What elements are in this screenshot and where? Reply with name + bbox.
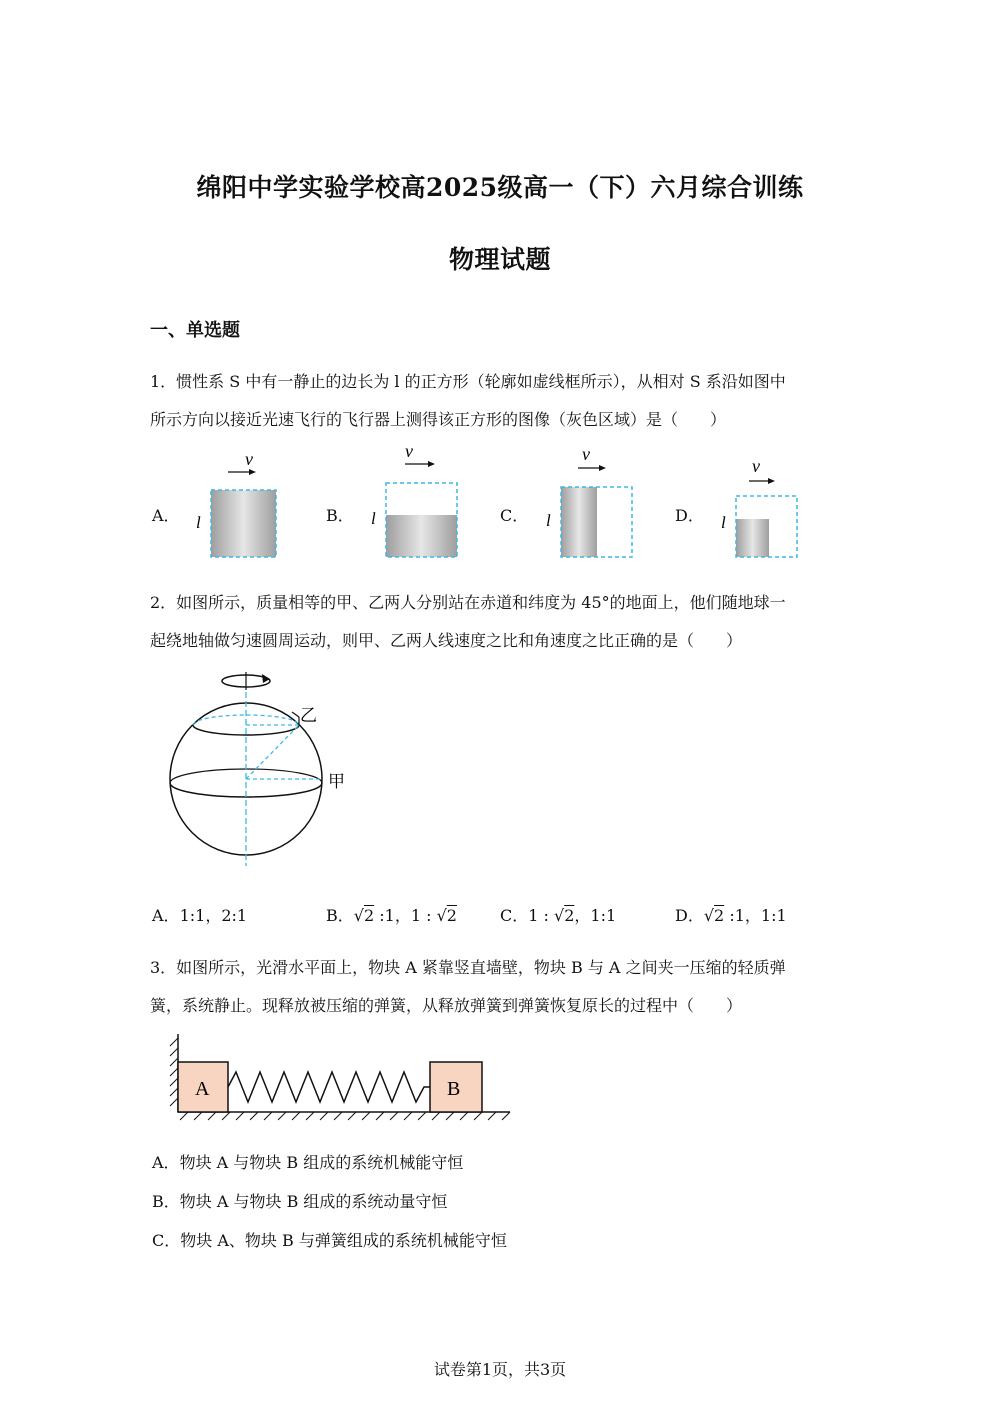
- velocity-label: v: [245, 450, 253, 469]
- sqrt-icon: √: [353, 906, 364, 925]
- q3-option-a-label: A．: [152, 1153, 180, 1172]
- q2-option-b-label: B．: [326, 906, 354, 925]
- q1-option-b-label: B．: [326, 506, 354, 525]
- q1-option-d-label: D．: [675, 506, 704, 525]
- question-1-line2: 所示方向以接近光速飞行的飞行器上测得该正方形的图像（灰色区域）是（ ）: [150, 410, 727, 429]
- block-a-label: A: [195, 1078, 210, 1100]
- q2-option-a-label: A．: [152, 906, 180, 925]
- side-length-label: l: [196, 513, 201, 532]
- q2-globe-figure: [160, 668, 360, 868]
- q1-option-b-figure: [365, 440, 465, 562]
- block-b-label: B: [447, 1078, 461, 1100]
- q2-option-b: B．√2 :1，1 : √2: [326, 906, 457, 925]
- q3-option-b: [152, 1189, 447, 1212]
- q3-option-a-text: 物块 A 与物块 B 组成的系统机械能守恒: [179, 1153, 464, 1172]
- sqrt-icon: √: [554, 906, 565, 925]
- page-subtitle: 物理试题: [448, 245, 551, 274]
- q3-option-c-text: 物块 A、物块 B 与弹簧组成的系统机械能守恒: [180, 1231, 507, 1250]
- gray-region: [736, 519, 769, 557]
- question-2: [150, 584, 870, 660]
- q1-option-c-label: C．: [500, 506, 529, 525]
- q2-option-d-label: D．: [675, 906, 704, 925]
- q3-option-b-label: B．: [152, 1192, 180, 1211]
- question-3: [150, 949, 870, 1025]
- q2-option-a-text: 1:1，2:1: [179, 906, 248, 925]
- q3-option-a: [152, 1150, 463, 1173]
- page-footer: 试卷第1页，共3页: [433, 1360, 567, 1379]
- gray-region: [561, 487, 597, 557]
- side-length-label: l: [721, 513, 726, 532]
- page-title: 绵阳中学实验学校高2025级高一（下）六月综合训练: [196, 173, 804, 202]
- label-jia: 甲: [328, 772, 345, 792]
- label-yi: 乙: [300, 706, 317, 726]
- question-3-line1: 3．如图所示，光滑水平面上，物块 A 紧靠竖直墙壁，物块 B 与 A 之间夹一压缩的轻质弹: [150, 958, 786, 977]
- q1-option-a-figure: [190, 450, 290, 562]
- q1-option-a-label: A．: [152, 506, 180, 525]
- section-heading: 一、单选题: [150, 320, 240, 341]
- q2-option-d: D．√2 :1，1:1: [675, 906, 787, 925]
- question-1: [150, 363, 870, 439]
- q1-option-d-figure: [715, 450, 815, 562]
- velocity-label: v: [582, 444, 590, 464]
- gray-region: [211, 490, 276, 557]
- sqrt-icon: √: [436, 906, 447, 925]
- q3-spring-figure: [160, 1030, 520, 1125]
- q3-option-c: [152, 1228, 507, 1251]
- q2-option-a: [152, 903, 247, 926]
- question-3-line2: 簧，系统静止。现释放被压缩的弹簧，从释放弹簧到弹簧恢复原长的过程中（ ）: [150, 996, 743, 1015]
- gray-region: [386, 515, 457, 557]
- velocity-label: v: [752, 456, 760, 476]
- q3-option-b-text: 物块 A 与物块 B 组成的系统动量守恒: [179, 1192, 448, 1211]
- spring: [228, 1072, 430, 1102]
- side-length-label: l: [371, 509, 376, 528]
- q2-option-c-label: C．: [500, 906, 529, 925]
- velocity-label: v: [405, 441, 413, 461]
- question-2-line1: 2．如图所示，质量相等的甲、乙两人分别站在赤道和纬度为 45°的地面上，他们随地球一: [150, 593, 786, 612]
- sqrt-icon: √: [703, 906, 715, 925]
- q2-option-c: C．1 : √2，1:1: [500, 906, 617, 925]
- question-1-line1: 1．惯性系 S 中有一静止的边长为 l 的正方形（轮廓如虚线框所示），从相对 S 系沿如图中: [150, 372, 786, 391]
- q1-option-c-figure: [540, 440, 640, 562]
- side-length-label: l: [546, 511, 551, 530]
- question-2-line2: 起绕地轴做匀速圆周运动，则甲、乙两人线速度之比和角速度之比正确的是（ ）: [150, 631, 743, 650]
- q3-option-c-label: C．: [152, 1231, 181, 1250]
